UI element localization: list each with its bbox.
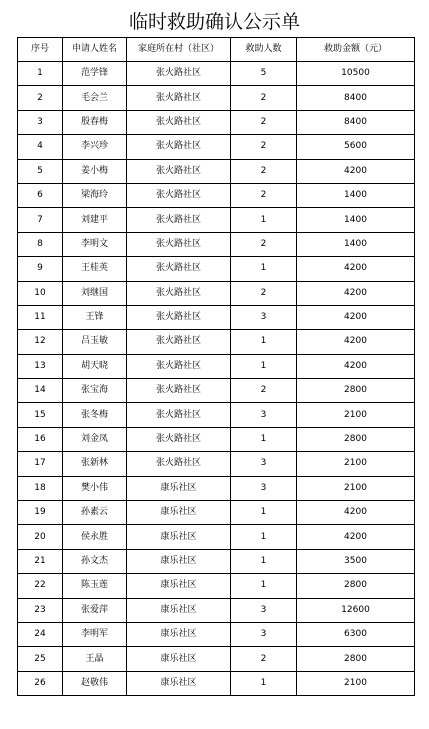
people-count-cell: 3 xyxy=(231,476,297,500)
people-count-cell: 5 xyxy=(231,62,297,86)
applicant-name-cell: 李兴珍 xyxy=(63,135,127,159)
serial-cell: 18 xyxy=(18,476,63,500)
amount-cell: 4200 xyxy=(297,257,415,281)
table-row xyxy=(18,86,415,110)
table-row xyxy=(18,525,415,549)
serial-cell: 6 xyxy=(18,183,63,207)
people-count-cell: 2 xyxy=(231,281,297,305)
amount-cell: 5600 xyxy=(297,135,415,159)
community-cell: 张火路社区 xyxy=(127,427,231,451)
people-count-cell: 1 xyxy=(231,427,297,451)
applicant-name-cell: 李明文 xyxy=(63,232,127,256)
people-count-cell: 1 xyxy=(231,525,297,549)
serial-cell: 9 xyxy=(18,257,63,281)
amount-cell: 6300 xyxy=(297,622,415,646)
amount-cell: 4200 xyxy=(297,525,415,549)
people-count-cell: 3 xyxy=(231,598,297,622)
serial-cell: 2 xyxy=(18,86,63,110)
people-count-cell: 2 xyxy=(231,135,297,159)
community-cell: 张火路社区 xyxy=(127,159,231,183)
serial-cell: 8 xyxy=(18,232,63,256)
table-row xyxy=(18,549,415,573)
community-cell: 康乐社区 xyxy=(127,671,231,695)
community-cell: 张火路社区 xyxy=(127,257,231,281)
amount-cell: 2800 xyxy=(297,427,415,451)
community-cell: 张火路社区 xyxy=(127,305,231,329)
serial-cell: 12 xyxy=(18,330,63,354)
amount-cell: 2100 xyxy=(297,671,415,695)
serial-cell: 25 xyxy=(18,647,63,671)
community-cell: 张火路社区 xyxy=(127,62,231,86)
amount-cell: 2100 xyxy=(297,452,415,476)
serial-cell: 19 xyxy=(18,501,63,525)
applicant-name-cell: 侯永胜 xyxy=(63,525,127,549)
table-row xyxy=(18,598,415,622)
table-row xyxy=(18,232,415,256)
table-row xyxy=(18,281,415,305)
community-cell: 张火路社区 xyxy=(127,330,231,354)
header-people-count: 救助人数 xyxy=(231,38,297,62)
amount-cell: 4200 xyxy=(297,354,415,378)
table-row xyxy=(18,574,415,598)
community-cell: 康乐社区 xyxy=(127,574,231,598)
community-cell: 张火路社区 xyxy=(127,379,231,403)
table-row xyxy=(18,135,415,159)
community-cell: 张火路社区 xyxy=(127,86,231,110)
serial-cell: 21 xyxy=(18,549,63,573)
applicant-name-cell: 胡天晓 xyxy=(63,354,127,378)
relief-table xyxy=(17,37,415,696)
amount-cell: 8400 xyxy=(297,86,415,110)
serial-cell: 5 xyxy=(18,159,63,183)
amount-cell: 2800 xyxy=(297,379,415,403)
applicant-name-cell: 姜小梅 xyxy=(63,159,127,183)
people-count-cell: 1 xyxy=(231,330,297,354)
applicant-name-cell: 范学锋 xyxy=(63,62,127,86)
serial-cell: 23 xyxy=(18,598,63,622)
people-count-cell: 1 xyxy=(231,257,297,281)
serial-cell: 7 xyxy=(18,208,63,232)
serial-cell: 24 xyxy=(18,622,63,646)
people-count-cell: 2 xyxy=(231,232,297,256)
community-cell: 张火路社区 xyxy=(127,135,231,159)
table-row xyxy=(18,305,415,329)
serial-cell: 3 xyxy=(18,110,63,134)
people-count-cell: 2 xyxy=(231,183,297,207)
applicant-name-cell: 王晶 xyxy=(63,647,127,671)
people-count-cell: 1 xyxy=(231,574,297,598)
serial-cell: 14 xyxy=(18,379,63,403)
amount-cell: 4200 xyxy=(297,501,415,525)
community-cell: 张火路社区 xyxy=(127,208,231,232)
applicant-name-cell: 陈玉莲 xyxy=(63,574,127,598)
table-row xyxy=(18,671,415,695)
table-row xyxy=(18,379,415,403)
amount-cell: 4200 xyxy=(297,159,415,183)
serial-cell: 13 xyxy=(18,354,63,378)
table-body xyxy=(18,62,415,696)
amount-cell: 2800 xyxy=(297,647,415,671)
table-row xyxy=(18,62,415,86)
amount-cell: 2800 xyxy=(297,574,415,598)
people-count-cell: 3 xyxy=(231,403,297,427)
serial-cell: 17 xyxy=(18,452,63,476)
serial-cell: 10 xyxy=(18,281,63,305)
table-header-row xyxy=(18,38,415,62)
amount-cell: 4200 xyxy=(297,330,415,354)
applicant-name-cell: 李明军 xyxy=(63,622,127,646)
table-row xyxy=(18,354,415,378)
applicant-name-cell: 张爱萍 xyxy=(63,598,127,622)
applicant-name-cell: 王锋 xyxy=(63,305,127,329)
community-cell: 张火路社区 xyxy=(127,232,231,256)
people-count-cell: 2 xyxy=(231,379,297,403)
serial-cell: 15 xyxy=(18,403,63,427)
serial-cell: 1 xyxy=(18,62,63,86)
community-cell: 康乐社区 xyxy=(127,501,231,525)
applicant-name-cell: 刘建平 xyxy=(63,208,127,232)
table-row xyxy=(18,647,415,671)
amount-cell: 4200 xyxy=(297,281,415,305)
applicant-name-cell: 王桂英 xyxy=(63,257,127,281)
amount-cell: 2100 xyxy=(297,476,415,500)
amount-cell: 1400 xyxy=(297,208,415,232)
applicant-name-cell: 孙文杰 xyxy=(63,549,127,573)
community-cell: 张火路社区 xyxy=(127,452,231,476)
amount-cell: 2100 xyxy=(297,403,415,427)
serial-cell: 11 xyxy=(18,305,63,329)
amount-cell: 1400 xyxy=(297,183,415,207)
header-amount: 救助金额（元） xyxy=(297,38,415,62)
people-count-cell: 2 xyxy=(231,86,297,110)
applicant-name-cell: 张新林 xyxy=(63,452,127,476)
serial-cell: 4 xyxy=(18,135,63,159)
table-row xyxy=(18,183,415,207)
amount-cell: 10500 xyxy=(297,62,415,86)
community-cell: 康乐社区 xyxy=(127,647,231,671)
applicant-name-cell: 张冬梅 xyxy=(63,403,127,427)
people-count-cell: 2 xyxy=(231,159,297,183)
table-row xyxy=(18,330,415,354)
amount-cell: 8400 xyxy=(297,110,415,134)
community-cell: 张火路社区 xyxy=(127,183,231,207)
people-count-cell: 1 xyxy=(231,208,297,232)
applicant-name-cell: 毛会兰 xyxy=(63,86,127,110)
community-cell: 张火路社区 xyxy=(127,354,231,378)
people-count-cell: 1 xyxy=(231,501,297,525)
applicant-name-cell: 刘金凤 xyxy=(63,427,127,451)
table-row xyxy=(18,110,415,134)
community-cell: 康乐社区 xyxy=(127,476,231,500)
amount-cell: 3500 xyxy=(297,549,415,573)
applicant-name-cell: 吕玉敏 xyxy=(63,330,127,354)
table-row xyxy=(18,476,415,500)
community-cell: 康乐社区 xyxy=(127,598,231,622)
community-cell: 张火路社区 xyxy=(127,403,231,427)
header-serial: 序号 xyxy=(18,38,63,62)
people-count-cell: 1 xyxy=(231,354,297,378)
community-cell: 张火路社区 xyxy=(127,281,231,305)
amount-cell: 4200 xyxy=(297,305,415,329)
header-community: 家庭所在村（社区） xyxy=(127,38,231,62)
table-row xyxy=(18,452,415,476)
applicant-name-cell: 赵敬伟 xyxy=(63,671,127,695)
amount-cell: 1400 xyxy=(297,232,415,256)
applicant-name-cell: 樊小伟 xyxy=(63,476,127,500)
table-row xyxy=(18,208,415,232)
applicant-name-cell: 孙素云 xyxy=(63,501,127,525)
page-title: 临时救助确认公示单 xyxy=(128,11,300,33)
table-row xyxy=(18,501,415,525)
applicant-name-cell: 张宝海 xyxy=(63,379,127,403)
table-row xyxy=(18,622,415,646)
community-cell: 康乐社区 xyxy=(127,525,231,549)
amount-cell: 12600 xyxy=(297,598,415,622)
people-count-cell: 3 xyxy=(231,305,297,329)
people-count-cell: 2 xyxy=(231,110,297,134)
applicant-name-cell: 刘继国 xyxy=(63,281,127,305)
table-row xyxy=(18,427,415,451)
table-row xyxy=(18,257,415,281)
community-cell: 康乐社区 xyxy=(127,549,231,573)
table-row xyxy=(18,403,415,427)
community-cell: 张火路社区 xyxy=(127,110,231,134)
people-count-cell: 1 xyxy=(231,549,297,573)
people-count-cell: 2 xyxy=(231,647,297,671)
serial-cell: 16 xyxy=(18,427,63,451)
people-count-cell: 1 xyxy=(231,671,297,695)
serial-cell: 22 xyxy=(18,574,63,598)
people-count-cell: 3 xyxy=(231,622,297,646)
header-applicant-name: 申请人姓名 xyxy=(63,38,127,62)
community-cell: 康乐社区 xyxy=(127,622,231,646)
serial-cell: 20 xyxy=(18,525,63,549)
applicant-name-cell: 梁海玲 xyxy=(63,183,127,207)
serial-cell: 26 xyxy=(18,671,63,695)
people-count-cell: 3 xyxy=(231,452,297,476)
table-row xyxy=(18,159,415,183)
applicant-name-cell: 殷春梅 xyxy=(63,110,127,134)
